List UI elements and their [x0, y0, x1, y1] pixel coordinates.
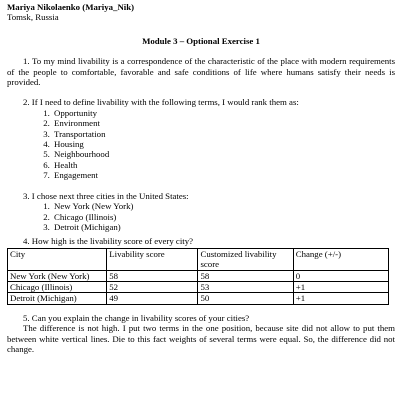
- question-2: 2. If I need to define livability with the following terms, I would rank them as:: [23, 97, 299, 108]
- list-item: 4. Housing: [52, 139, 395, 149]
- table-cell: 52: [107, 281, 198, 292]
- table-row: [8, 293, 389, 304]
- table-cell: 49: [107, 293, 198, 304]
- list-item: 1. Opportunity: [52, 108, 395, 118]
- table-cell: +1: [293, 281, 388, 292]
- table-row: [8, 281, 389, 292]
- column-header: Customized livability score: [198, 248, 293, 270]
- table-header-row: [8, 248, 389, 270]
- author-name: Mariya Nikolaenko (Mariya_Nik): [7, 2, 135, 12]
- table-cell: +1: [293, 293, 388, 304]
- author-location: Tomsk, Russia: [7, 12, 59, 23]
- table-row: [8, 270, 389, 281]
- list-item: 7. Engagement: [52, 170, 395, 180]
- question-4: 4. How high is the livability score of every city?: [23, 236, 194, 247]
- list-item: 2. Environment: [52, 118, 395, 128]
- table-cell: 50: [198, 293, 293, 304]
- column-header: City: [8, 248, 107, 270]
- document-page: [7, 2, 395, 354]
- table-cell: 58: [107, 270, 198, 281]
- table-cell: 53: [198, 281, 293, 292]
- question-5: 5. Can you explain the change in livability scores of your cities?: [23, 312, 250, 323]
- table-cell: 58: [198, 270, 293, 281]
- list-item: 6. Health: [52, 160, 395, 170]
- question-3: 3. I chose next three cities in the United States:: [23, 190, 189, 201]
- list-item: 5. Neighbourhood: [52, 149, 395, 159]
- table-cell: Chicago (Illinois): [8, 281, 107, 292]
- list-item: 3. Transportation: [52, 129, 395, 139]
- answer-5: The difference is not high. I put two terms in the one position, because site did not allow to put them between white vertical lines. Die to this fact weights of several terms were equal. So, the difference did not change.: [7, 323, 395, 354]
- column-header: Livability score: [107, 248, 198, 270]
- livability-table: [7, 248, 389, 305]
- table-cell: 0: [293, 270, 388, 281]
- table-cell: Detroit (Michigan): [8, 293, 107, 304]
- answer-1: 1. To my mind livability is a correspondence of the characteristic of the place with modern requirements of the people to comfortable, favorable and safe conditions of life where humans satisfy their needs is provided.: [7, 56, 395, 88]
- list-item: 2. Chicago (Illinois): [52, 212, 395, 222]
- cities-list: [7, 201, 395, 232]
- list-item: 1. New York (New York): [52, 201, 395, 211]
- column-header: Change (+/-): [293, 248, 388, 270]
- ranking-list: [7, 108, 395, 181]
- list-item: 3. Detroit (Michigan): [52, 222, 395, 232]
- table-cell: New York (New York): [8, 270, 107, 281]
- document-title: Module 3 – Optional Exercise 1: [142, 35, 260, 46]
